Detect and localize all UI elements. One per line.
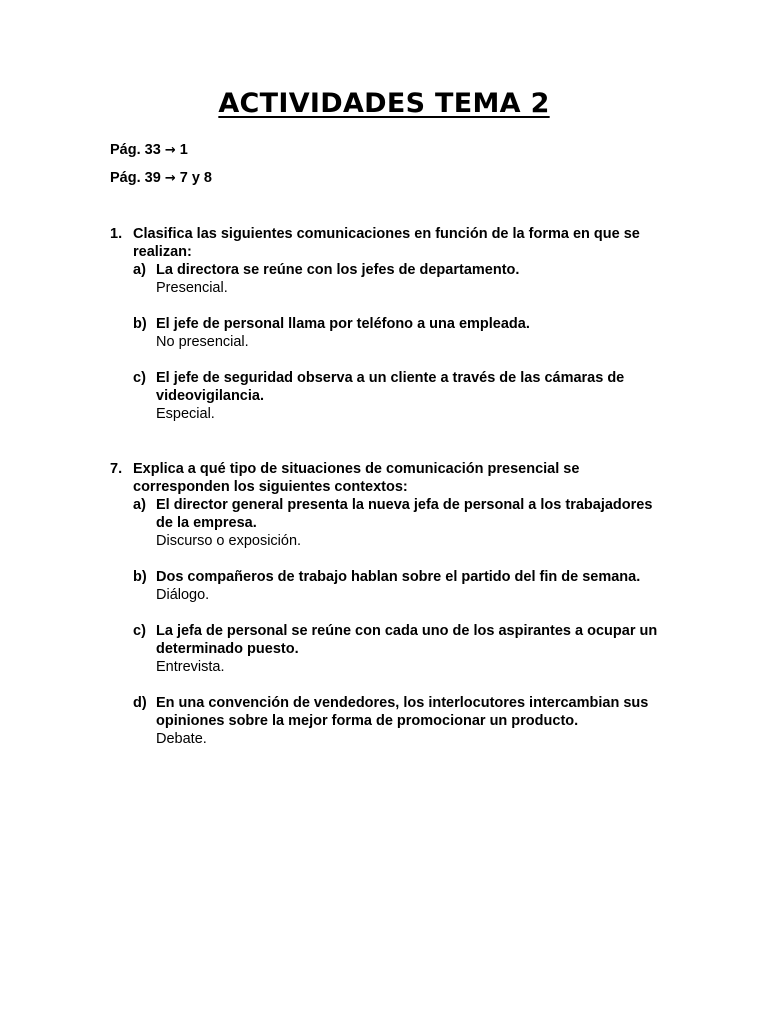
arrow-right-icon: → (164, 143, 176, 158)
page-reference (110, 169, 212, 188)
item-letter: b) (133, 316, 147, 332)
item-answer: Especial. (156, 406, 215, 422)
item-answer: Diálogo. (156, 587, 210, 603)
question (110, 460, 670, 748)
item-statement: La jefa de personal se reúne con cada uno de los aspirantes a ocupar un determinado puesto. (156, 623, 658, 657)
reference-activity: 1 (179, 142, 188, 158)
item-statement: Dos compañeros de trabajo hablan sobre el partido del fin de semana. (156, 569, 641, 585)
item-letter: a) (133, 262, 146, 278)
page-reference (110, 141, 188, 160)
question-number: 1. (110, 226, 123, 242)
item-statement: En una convención de vendedores, los interlocutores intercambian sus opiniones sobre la mejor forma de promocionar un producto. (156, 695, 649, 729)
question-number: 7. (110, 461, 123, 477)
item-statement: El jefe de personal llama por teléfono a una empleada. (156, 316, 530, 332)
item-answer: Presencial. (156, 280, 228, 296)
item-answer: Debate. (156, 731, 207, 747)
reference-page-label: Pág. 33 (110, 142, 161, 158)
question-item (133, 261, 670, 297)
item-letter: c) (133, 623, 146, 639)
item-letter: d) (133, 695, 147, 711)
question-item (133, 496, 670, 550)
item-letter: c) (133, 370, 146, 386)
item-statement: El director general presenta la nueva jefa de personal a los trabajadores de la empresa. (156, 497, 653, 531)
question-item (133, 315, 670, 351)
question-item (133, 622, 670, 676)
question-item (133, 694, 670, 748)
page-title: ACTIVIDADES TEMA 2 (218, 88, 550, 119)
item-letter: a) (133, 497, 146, 513)
question (110, 225, 670, 423)
item-letter: b) (133, 569, 147, 585)
question-item (133, 369, 670, 423)
reference-page-label: Pág. 39 (110, 170, 161, 186)
question-text: Clasifica las siguientes comunicaciones en función de la forma en que se realizan: (133, 226, 640, 260)
item-statement: La directora se reúne con los jefes de departamento. (156, 262, 520, 278)
question-item (133, 568, 670, 604)
reference-activity: 7 y 8 (179, 170, 212, 186)
item-answer: Discurso o exposición. (156, 533, 302, 549)
question-text: Explica a qué tipo de situaciones de comunicación presencial se corresponden los siguientes contextos: (133, 461, 580, 495)
item-answer: No presencial. (156, 334, 249, 350)
item-statement: El jefe de seguridad observa a un cliente a través de las cámaras de videovigilancia. (156, 370, 625, 404)
item-answer: Entrevista. (156, 659, 225, 675)
arrow-right-icon: → (164, 171, 176, 186)
